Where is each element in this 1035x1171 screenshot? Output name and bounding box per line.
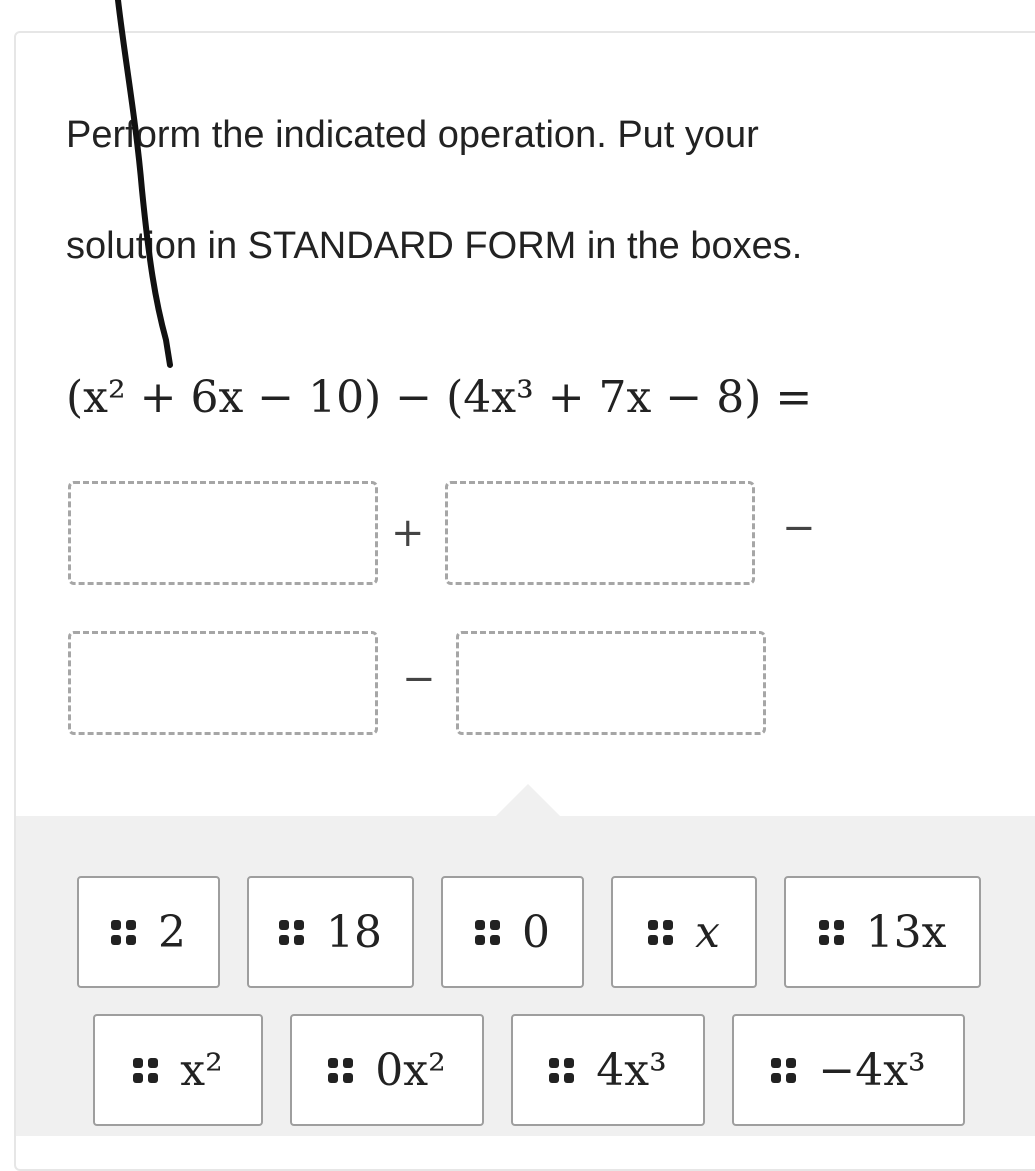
tile-x[interactable] [611, 876, 757, 988]
drag-handle-icon [133, 1058, 158, 1083]
expression-text: (x² + 6x − 10) − (4x³ + 7x − 8) = [66, 372, 813, 423]
drag-handle-icon [475, 920, 500, 945]
drag-handle-icon [549, 1058, 574, 1083]
prompt-line-1: Perform the indicated operation. Put your [66, 114, 759, 156]
tile-0x-squared[interactable] [290, 1014, 484, 1126]
drop-zone-4[interactable] [456, 631, 766, 735]
tile-label: x [695, 906, 720, 958]
tile-label: 4x³ [596, 1044, 667, 1096]
drag-handle-icon [819, 920, 844, 945]
minus-operator-2: − [402, 656, 436, 702]
drop-zone-3[interactable] [68, 631, 378, 735]
drag-handle-icon [279, 920, 304, 945]
drag-handle-icon [111, 920, 136, 945]
tile-label: 2 [158, 906, 186, 958]
plus-operator: + [391, 510, 425, 556]
tile-neg-4x-cubed[interactable] [732, 1014, 965, 1126]
tile-4x-cubed[interactable] [511, 1014, 705, 1126]
tile-label: 18 [326, 906, 382, 958]
tile-label: 0 [522, 906, 550, 958]
drop-zone-1[interactable] [68, 481, 378, 585]
tile-0[interactable] [441, 876, 584, 988]
drag-handle-icon [328, 1058, 353, 1083]
tile-2[interactable] [77, 876, 220, 988]
prompt-line-2: solution in STANDARD FORM in the boxes. [66, 225, 803, 267]
minus-operator-1: − [782, 505, 816, 551]
tile-label: −4x³ [818, 1044, 926, 1096]
drag-handle-icon [648, 920, 673, 945]
tile-13x[interactable] [784, 876, 981, 988]
tile-label: 0x² [375, 1044, 446, 1096]
tile-x-squared[interactable] [93, 1014, 263, 1126]
tray-pointer [495, 784, 561, 817]
drop-zone-2[interactable] [445, 481, 755, 585]
drag-handle-icon [771, 1058, 796, 1083]
tile-label: 13x [865, 906, 947, 958]
tile-label: x² [180, 1044, 223, 1096]
tile-18[interactable] [247, 876, 414, 988]
math-expression [66, 372, 812, 423]
